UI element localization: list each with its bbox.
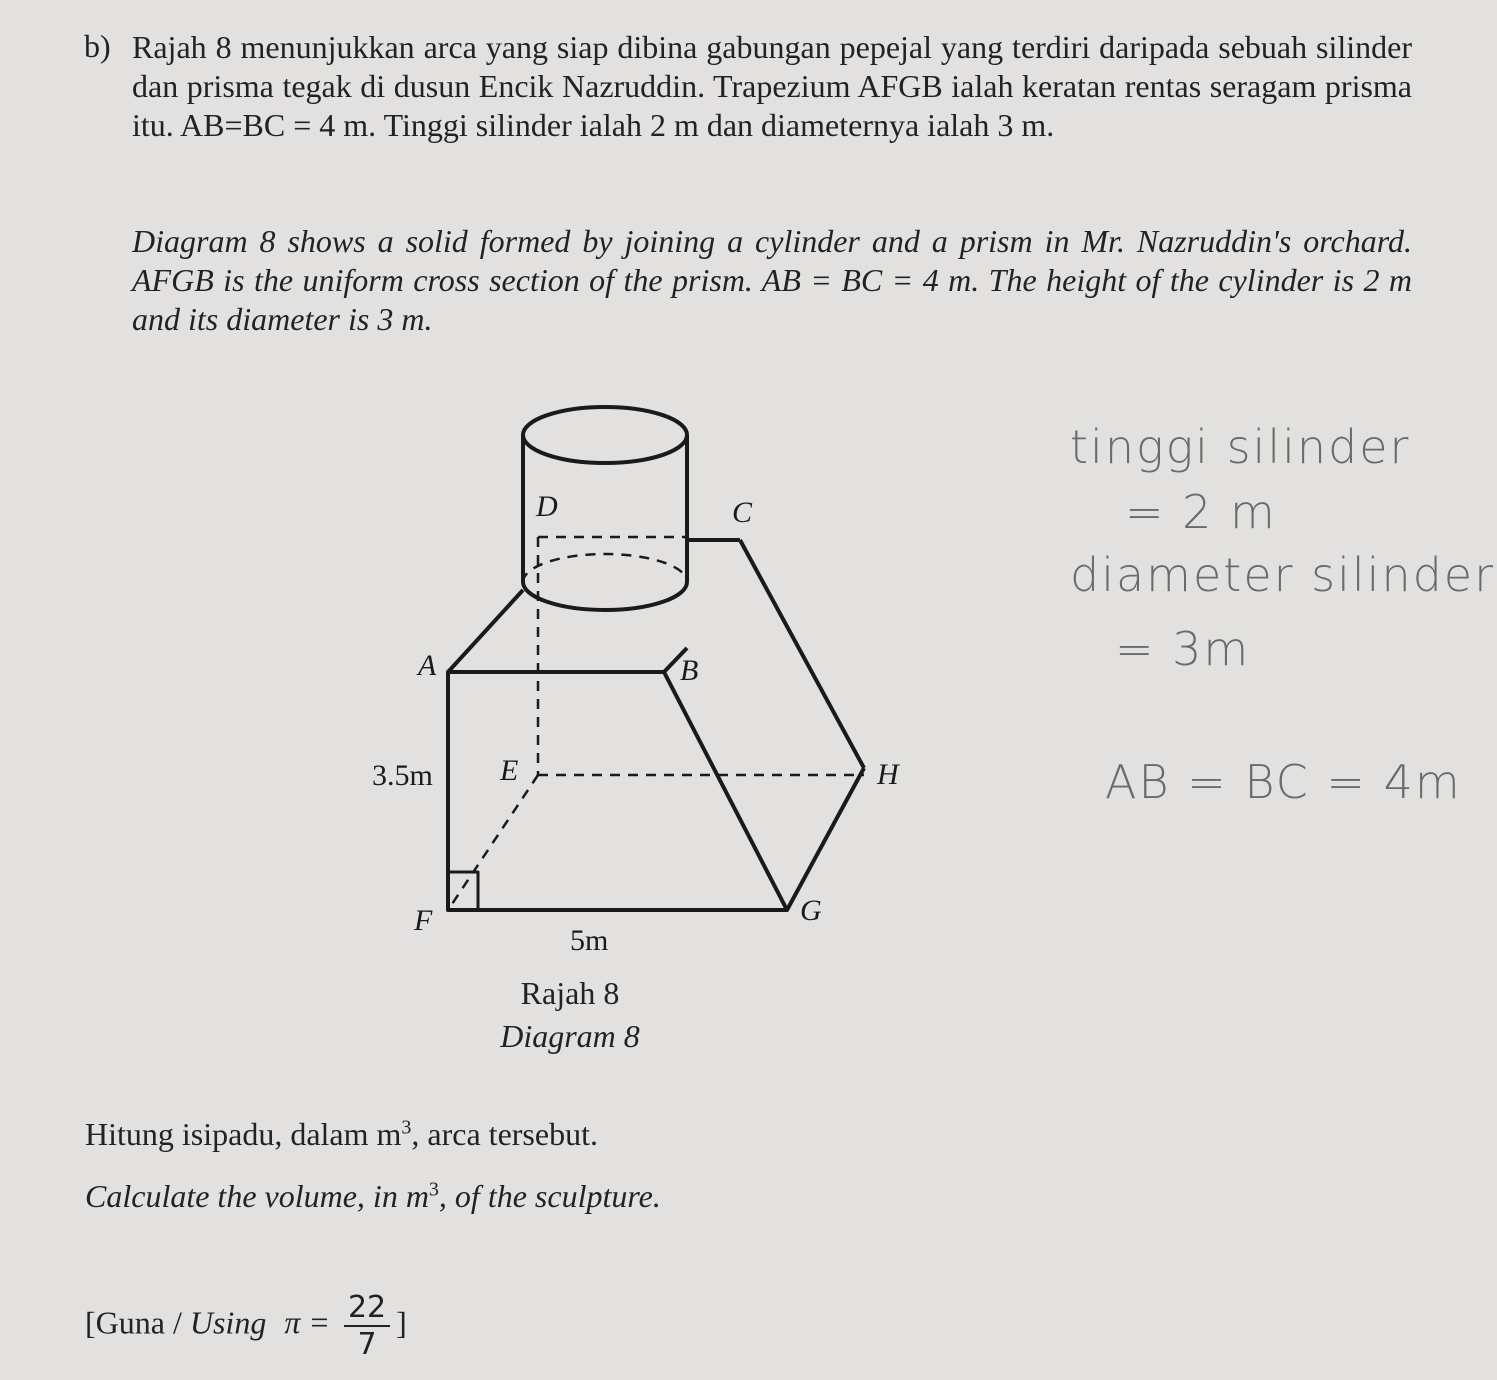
- label-H: H: [877, 758, 899, 791]
- edge-A-D: [448, 590, 523, 672]
- question-text-english: Diagram 8 shows a solid formed by joining a cylinder and a prism in Mr. Nazruddin's orchard. AFGB is the uniform cross section of the prism. AB = BC = 4 m. The height of the cylinder is 2 m and its diameter is 3 m.: [132, 223, 1412, 337]
- front-face-AFGB: [448, 672, 787, 910]
- caption-english: Diagram 8: [500, 1018, 640, 1054]
- hidden-edge-E-F: [448, 775, 538, 910]
- instruction-english: Calculate the volume, in $m^3$, of the sculpture.: [85, 1178, 661, 1214]
- question-text-malay: Rajah 8 menunjukkan arca yang siap dibina gabungan pepejal yang terdiri daripada sebuah silinder dan prisma tegak di dusun Encik Nazruddin. Trapezium AFGB ialah keratan rentas seragam prisma itu. AB=BC = 4 m. Tinggi silinder ialah 2 m dan diameternya ialah 3 m.: [132, 29, 1412, 143]
- cylinder-top-ellipse: [523, 407, 687, 463]
- label-C: C: [732, 496, 753, 529]
- handwritten-note-1: tinggi silinder: [1070, 420, 1411, 474]
- edge-C-H: [740, 540, 864, 768]
- label-G: G: [800, 894, 822, 927]
- pi-fraction: $\frac{22}{7}$: [344, 1290, 390, 1362]
- label-D: D: [536, 490, 558, 523]
- cylinder-bottom-back: [523, 554, 687, 582]
- instruction-malay: Hitung isipadu, dalam $m^3$, arca tersebut.: [85, 1116, 598, 1152]
- handwritten-note-3: diameter silinder: [1070, 548, 1496, 602]
- question-label: b): [84, 28, 111, 64]
- handwritten-note-4: = 3m: [1115, 622, 1251, 676]
- edge-G-H: [787, 768, 864, 910]
- right-angle-marker: [448, 872, 478, 910]
- handwritten-note-2: = 2 m: [1125, 485, 1277, 539]
- prism-cylinder-diagram: [330, 390, 950, 970]
- label-base: 5m: [570, 924, 609, 957]
- handwritten-note-5: AB = BC = 4m: [1105, 755, 1462, 809]
- caption-malay: Rajah 8: [520, 975, 620, 1011]
- cylinder-bottom-front: [523, 582, 687, 610]
- label-A: A: [418, 649, 437, 682]
- label-F: F: [414, 904, 433, 937]
- label-height: 3.5m: [372, 759, 433, 792]
- label-E: E: [500, 754, 519, 787]
- pi-note: [Guna / Using π = $\frac{22}{7}$ ]: [85, 1290, 407, 1362]
- label-B: B: [680, 654, 699, 687]
